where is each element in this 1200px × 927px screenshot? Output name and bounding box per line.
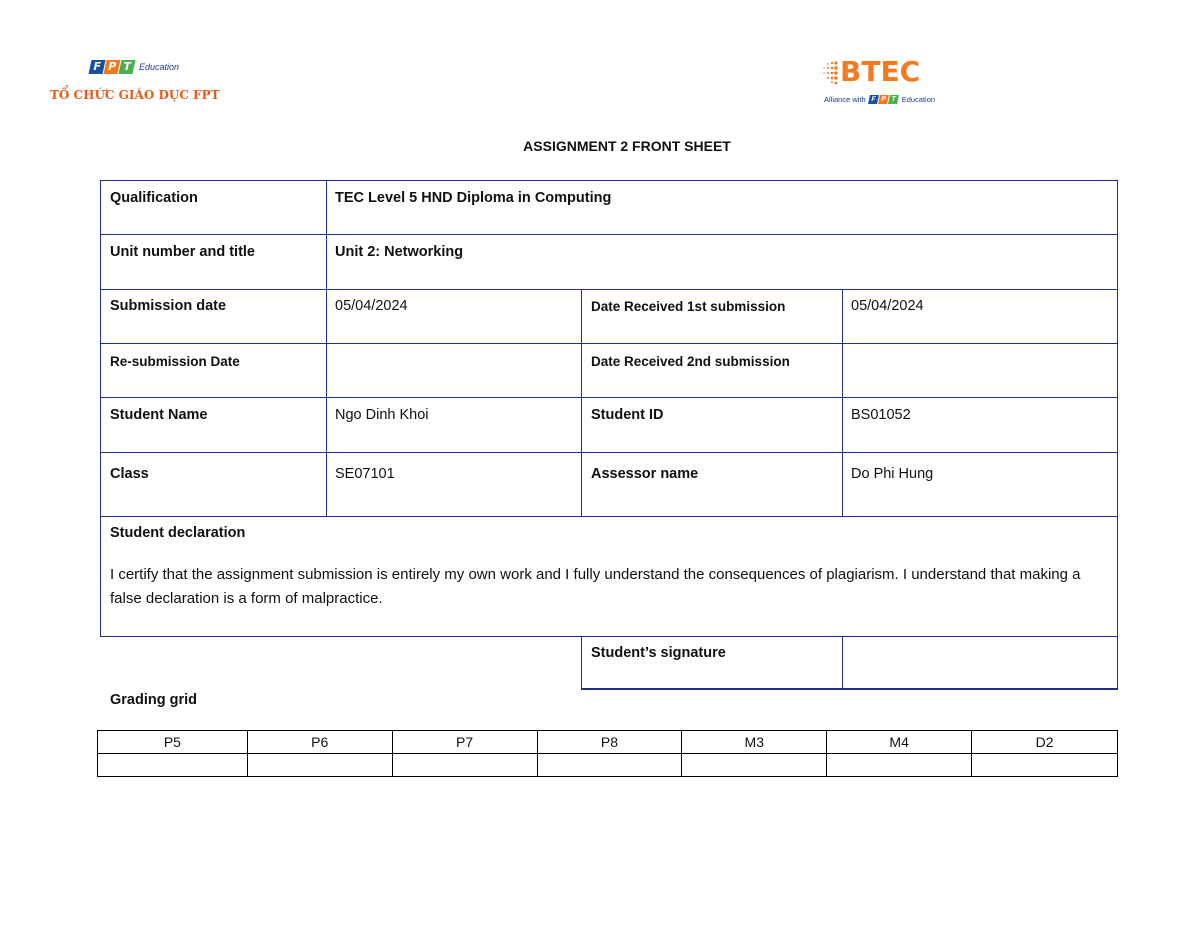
btec-fpt-letter-p: P: [878, 95, 889, 104]
grading-value-row: [98, 754, 1118, 777]
qualification-value: TEC Level 5 HND Diploma in Computing: [335, 190, 612, 206]
grade-value-m4[interactable]: [827, 754, 972, 777]
grade-header-m3: M3: [682, 731, 827, 754]
assessor-value: Do Phi Hung: [851, 466, 934, 482]
grade-value-p5[interactable]: [98, 754, 248, 777]
grade-header-p6: P6: [247, 731, 392, 754]
grade-header-d2: D2: [972, 731, 1118, 754]
resubmission-label-cell: [100, 343, 327, 398]
class-label: Class: [110, 466, 149, 482]
unit-label-cell: [100, 234, 327, 290]
student-name-label-cell: [100, 397, 327, 453]
grading-header-row: [98, 731, 1118, 754]
grading-grid-heading: Grading grid: [110, 692, 197, 708]
btec-logo: [820, 55, 940, 110]
btec-education-text: Education: [901, 95, 936, 104]
fpt-logo-letter-p: P: [104, 60, 121, 74]
assessor-label: Assessor name: [591, 466, 699, 482]
btec-dots-icon: [820, 59, 840, 85]
class-value-cell: [326, 452, 582, 517]
grade-value-d2[interactable]: [972, 754, 1118, 777]
grade-header-p7: P7: [392, 731, 537, 754]
resubmission-value-cell: [326, 343, 582, 398]
declaration-heading: Student declaration: [110, 525, 246, 541]
grade-header-p8: P8: [537, 731, 682, 754]
btec-fpt-letter-f: F: [868, 95, 879, 104]
date-received-1-label-cell: [581, 289, 843, 344]
qualification-label-cell: [100, 180, 327, 235]
unit-label: Unit number and title: [110, 244, 255, 260]
btec-alliance-text: Alliance with: [824, 95, 866, 104]
date-received-2-label-cell: [581, 343, 843, 398]
signature-label: Student’s signature: [591, 645, 726, 661]
fpt-logo-letter-t: T: [119, 60, 136, 74]
signature-value-cell[interactable]: [842, 636, 1118, 690]
grade-value-p6[interactable]: [247, 754, 392, 777]
student-name-value: Ngo Dinh Khoi: [335, 407, 429, 423]
submission-date-value: 05/04/2024: [335, 298, 408, 314]
student-id-label: Student ID: [591, 407, 664, 423]
btec-alliance-line: [824, 95, 935, 104]
class-label-cell: [100, 452, 327, 517]
student-id-value: BS01052: [851, 407, 911, 423]
fpt-education-text: Education: [139, 62, 180, 72]
fpt-organization-name: TỔ CHỨC GIÁO DỤC FPT: [50, 88, 220, 102]
grade-header-m4: M4: [827, 731, 972, 754]
grade-header-p5: P5: [98, 731, 248, 754]
grade-value-m3[interactable]: [682, 754, 827, 777]
resubmission-label: Re-submission Date: [110, 354, 240, 369]
class-value: SE07101: [335, 466, 395, 482]
assessor-label-cell: [581, 452, 843, 517]
btec-wordmark: BTEC: [840, 55, 921, 88]
student-id-label-cell: [581, 397, 843, 453]
date-received-2-label: Date Received 2nd submission: [591, 354, 790, 369]
date-received-2-value-cell: [842, 343, 1118, 398]
btec-fpt-letter-t: T: [888, 95, 899, 104]
unit-value-cell: [326, 234, 1118, 290]
unit-value: Unit 2: Networking: [335, 244, 464, 260]
grade-value-p7[interactable]: [392, 754, 537, 777]
assessor-value-cell: [842, 452, 1118, 517]
grade-value-p8[interactable]: [537, 754, 682, 777]
qualification-value-cell: [326, 180, 1118, 235]
student-name-value-cell: [326, 397, 582, 453]
grading-grid-table: [97, 730, 1118, 777]
fpt-education-logo: [50, 60, 220, 108]
date-received-1-label: Date Received 1st submission: [591, 299, 786, 314]
qualification-label: Qualification: [110, 190, 198, 206]
student-id-value-cell: [842, 397, 1118, 453]
page-title: ASSIGNMENT 2 FRONT SHEET: [523, 138, 731, 154]
student-name-label: Student Name: [110, 407, 208, 423]
fpt-logo-letter-f: F: [89, 60, 106, 74]
submission-date-label: Submission date: [110, 298, 227, 314]
declaration-text: I certify that the assignment submission is entirely my own work and I fully understand the consequences of plagiarism. I understand that making a false declaration is a form of malpractice.: [110, 566, 1081, 607]
date-received-1-value: 05/04/2024: [851, 298, 924, 314]
